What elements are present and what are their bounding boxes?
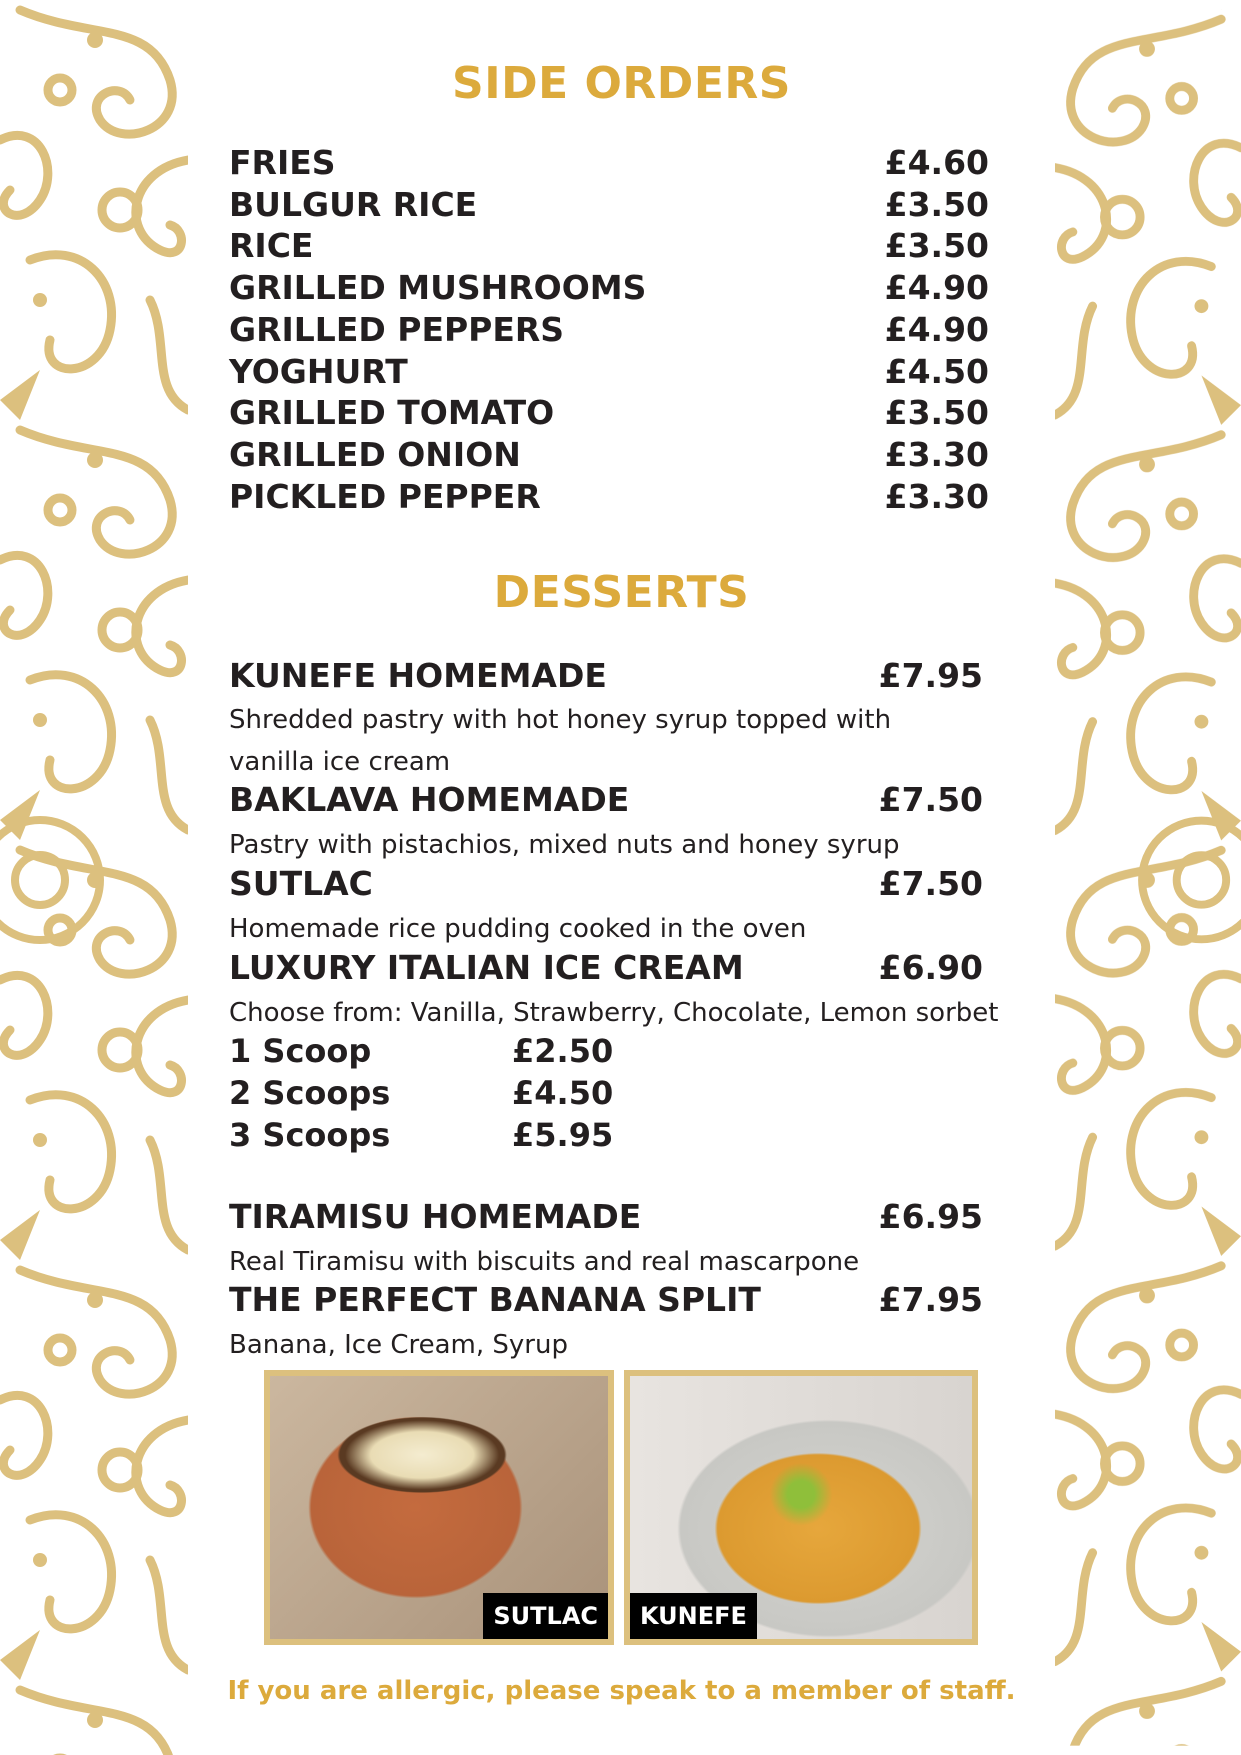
scoop-option [229,1073,614,1113]
item-price: £7.95 [878,656,983,695]
photo-sutlac [264,1370,614,1645]
ornament-pattern-icon [1055,0,1241,1755]
item-name: TIRAMISU HOMEMADE [229,1197,642,1236]
item-name: LUXURY ITALIAN ICE CREAM [229,948,744,987]
section-title-desserts: DESSERTS [493,567,750,618]
item-description: Homemade rice pudding cooked in the oven [229,914,807,944]
scoop-label: 3 Scoops [229,1116,391,1154]
menu-item [229,143,989,183]
menu-item [229,477,989,517]
menu-item [229,435,989,475]
item-description: Real Tiramisu with biscuits and real mascarpone [229,1247,860,1277]
scoop-price: £2.50 [512,1032,614,1070]
item-name: KUNEFE HOMEMADE [229,656,607,695]
ornament-pattern-icon [0,0,188,1755]
item-price: £4.50 [884,351,989,391]
item-description: Pastry with pistachios, mixed nuts and honey syrup [229,830,900,860]
menu-item [229,310,989,350]
menu-item [229,352,989,392]
item-price: £6.90 [878,948,983,987]
item-description: vanilla ice cream [229,747,451,777]
scoop-price: £4.50 [512,1074,614,1112]
dessert-item [229,1197,989,1237]
scoop-price: £5.95 [512,1116,614,1154]
item-name: BAKLAVA HOMEMADE [229,780,630,819]
item-name: GRILLED ONION [229,434,521,474]
item-price: £4.60 [884,143,989,182]
item-price: £7.50 [878,780,983,819]
menu-item [229,268,989,308]
item-description: Banana, Ice Cream, Syrup [229,1330,568,1360]
scoop-label: 1 Scoop [229,1032,372,1070]
item-name: GRILLED PEPPERS [229,309,565,349]
menu-item [229,393,989,433]
item-description: Choose from: Vanilla, Strawberry, Chocolate, Lemon sorbet [229,998,999,1028]
item-description: Shredded pastry with hot honey syrup topped with [229,705,892,735]
item-price: £7.50 [878,864,983,903]
item-price: £3.30 [884,434,989,474]
item-price: £6.95 [878,1197,983,1236]
item-name: FRIES [229,143,336,182]
dessert-item [229,948,989,988]
scoop-label: 2 Scoops [229,1074,391,1112]
photo-label-sutlac: SUTLAC [483,1593,608,1639]
scoop-option [229,1115,614,1155]
item-price: £4.90 [884,268,989,308]
item-name: SUTLAC [229,864,373,903]
dessert-item [229,780,989,820]
menu-item [229,185,989,225]
section-title-side-orders: SIDE ORDERS [452,58,791,109]
allergy-notice: If you are allergic, please speak to a member of staff. [227,1676,1016,1706]
item-price: £3.50 [884,226,989,266]
dessert-item [229,656,989,696]
item-name: PICKLED PEPPER [229,476,541,516]
photo-kunefe [624,1370,978,1645]
dessert-item [229,1280,989,1320]
photo-label-kunefe: KUNEFE [630,1593,757,1639]
ornamental-border-left [0,0,188,1755]
item-price: £4.90 [884,309,989,349]
item-price: £3.30 [884,476,989,516]
item-price: £7.95 [878,1280,983,1319]
item-name: THE PERFECT BANANA SPLIT [229,1280,761,1319]
ornamental-border-right [1055,0,1241,1755]
item-name: RICE [229,226,314,266]
item-price: £3.50 [884,184,989,224]
scoop-option [229,1031,614,1071]
item-price: £3.50 [884,393,989,433]
item-name: YOGHURT [229,351,408,391]
item-name: GRILLED MUSHROOMS [229,268,647,308]
item-name: GRILLED TOMATO [229,393,555,433]
menu-item [229,226,989,266]
item-name: BULGUR RICE [229,184,478,224]
dessert-item [229,864,989,904]
